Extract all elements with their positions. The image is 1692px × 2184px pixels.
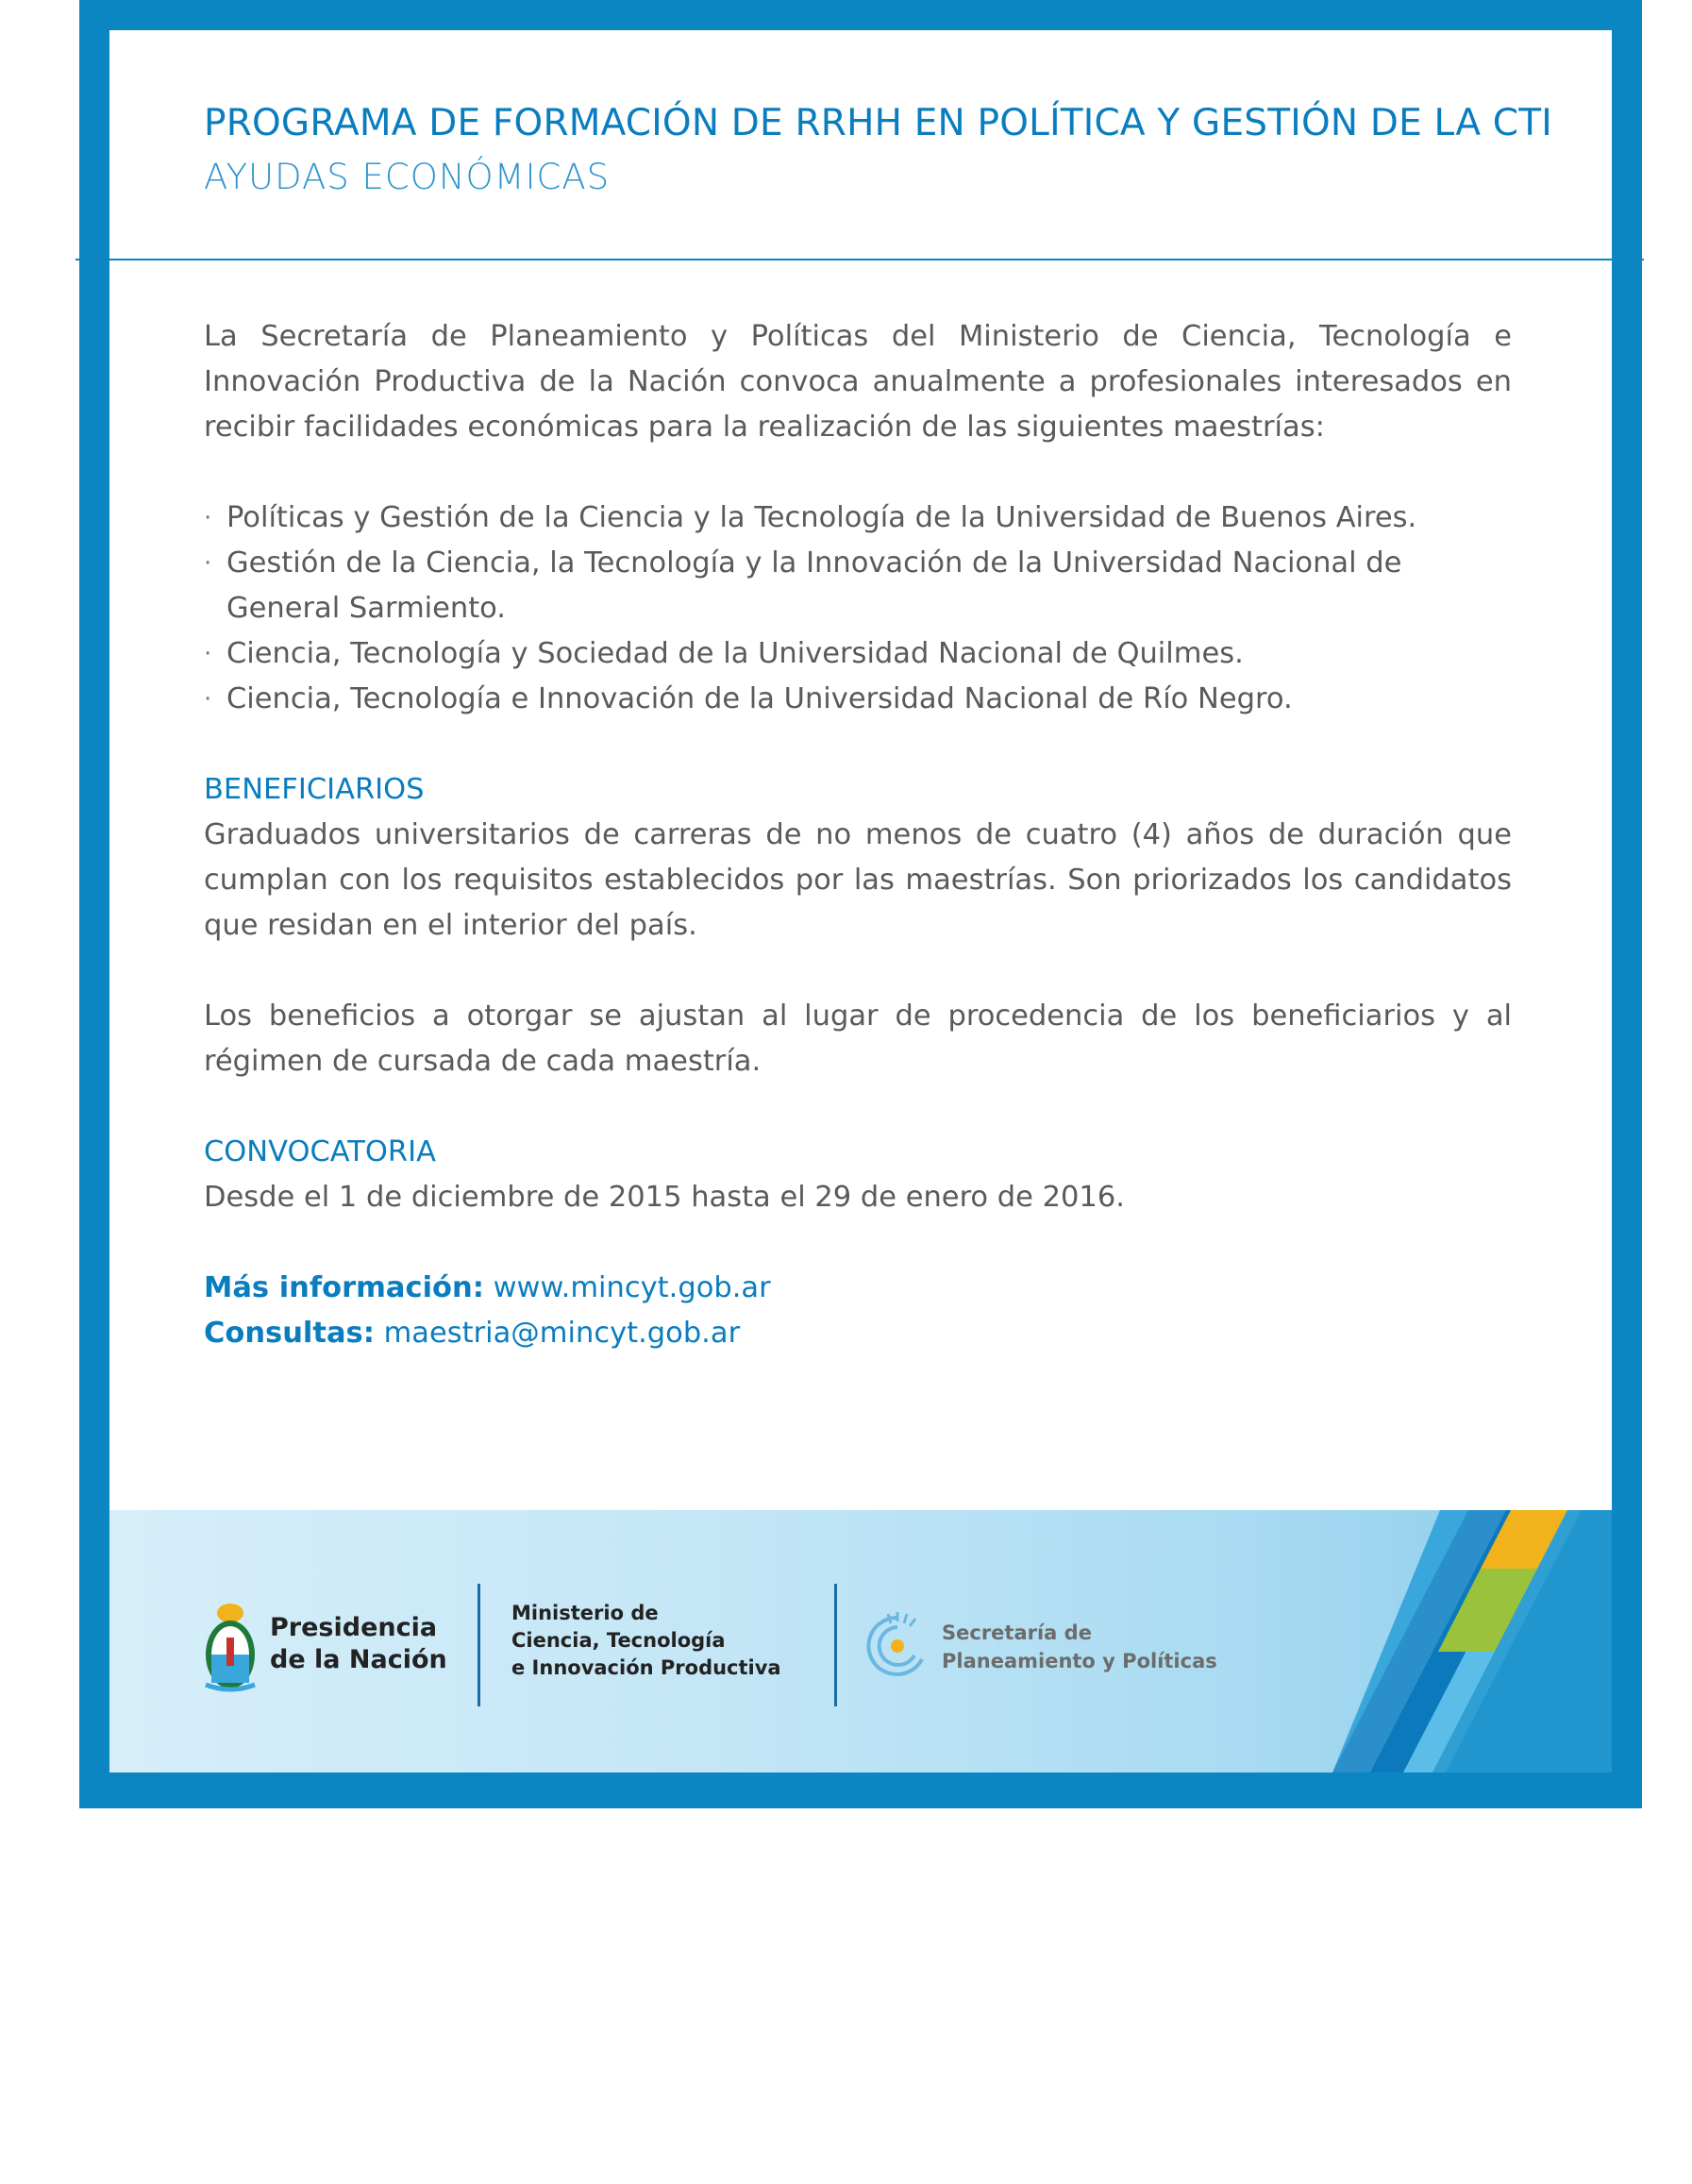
logo-divider <box>834 1584 837 1706</box>
logo-divider <box>477 1584 480 1706</box>
secretaria-line-1: Secretaría de <box>942 1621 1092 1644</box>
bullet-icon: · <box>204 685 212 714</box>
more-info-line <box>204 1266 1512 1311</box>
ministerio-line-2: Ciencia, Tecnología <box>511 1629 726 1652</box>
program-text: Políticas y Gestión de la Ciencia y la Tecnología de la Universidad de Buenos Aires. <box>226 501 1417 534</box>
secretaria-logo-text <box>942 1619 1217 1675</box>
ministerio-line-3: e Innovación Productiva <box>511 1656 781 1679</box>
spacer <box>204 1220 1512 1266</box>
presidencia-line-2: de la Nación <box>270 1645 447 1674</box>
beneficiarios-text: Graduados universitarios de carreras de no menos de cuatro (4) años de duración que cumplan con los requisitos establecidos por las maestrías. Son priorizados los candidatos que residan en el interior del país. <box>204 818 1512 942</box>
program-text: Ciencia, Tecnología e Innovación de la Universidad Nacional de Río Negro. <box>226 682 1293 715</box>
convocatoria-text: Desde el 1 de diciembre de 2015 hasta el 29 de enero de 2016. <box>204 1181 1125 1214</box>
presidencia-line-1: Presidencia <box>270 1613 438 1642</box>
list-item <box>204 541 1512 631</box>
beneficiarios-heading: BENEFICIARIOS <box>204 773 425 806</box>
programs-list <box>204 496 1512 722</box>
bullet-icon: · <box>204 504 212 532</box>
secretaria-line-2: Planeamiento y Políticas <box>942 1650 1217 1672</box>
beneficios-text: Los beneficios a otorgar se ajustan al lugar de procedencia de los beneficiarios y al régimen de cursada de cada maestría. <box>204 1000 1512 1078</box>
presidencia-logo-text <box>270 1612 447 1676</box>
contact-line <box>204 1311 1512 1356</box>
coat-of-arms-icon <box>200 1600 260 1694</box>
convocatoria-heading: CONVOCATORIA <box>204 1135 436 1168</box>
page-title: PROGRAMA DE FORMACIÓN DE RRHH EN POLÍTICA Y GESTIÓN DE LA CTI <box>204 102 1552 144</box>
ministerio-logo-text <box>511 1600 781 1682</box>
header-divider <box>75 259 1644 260</box>
ministerio-line-1: Ministerio de <box>511 1602 659 1624</box>
list-item <box>204 496 1512 541</box>
footer-band <box>109 1510 1612 1772</box>
main-content <box>204 314 1512 1356</box>
bullet-icon: · <box>204 640 212 668</box>
list-item <box>204 677 1512 722</box>
list-item <box>204 631 1512 677</box>
spacer <box>204 949 1512 994</box>
program-text: Ciencia, Tecnología y Sociedad de la Universidad Nacional de Quilmes. <box>226 637 1244 670</box>
sun-logo-icon <box>860 1612 933 1680</box>
page-subtitle: AYUDAS ECONÓMICAS <box>204 157 611 197</box>
more-info-label: Más información: <box>204 1271 484 1304</box>
website-link[interactable]: www.mincyt.gob.ar <box>493 1271 771 1304</box>
intro-paragraph: La Secretaría de Planeamiento y Políticas del Ministerio de Ciencia, Tecnología e Innovación Productiva de la Nación convoca anualmente a profesionales interesados en recibir facilidades económicas para la realización de las siguientes maestrías: <box>204 320 1512 444</box>
contact-label: Consultas: <box>204 1317 375 1350</box>
program-text: Gestión de la Ciencia, la Tecnología y la Innovación de la Universidad Nacional de General Sarmiento. <box>226 546 1402 625</box>
email-link[interactable]: maestria@mincyt.gob.ar <box>383 1317 741 1350</box>
bullet-icon: · <box>204 549 212 578</box>
